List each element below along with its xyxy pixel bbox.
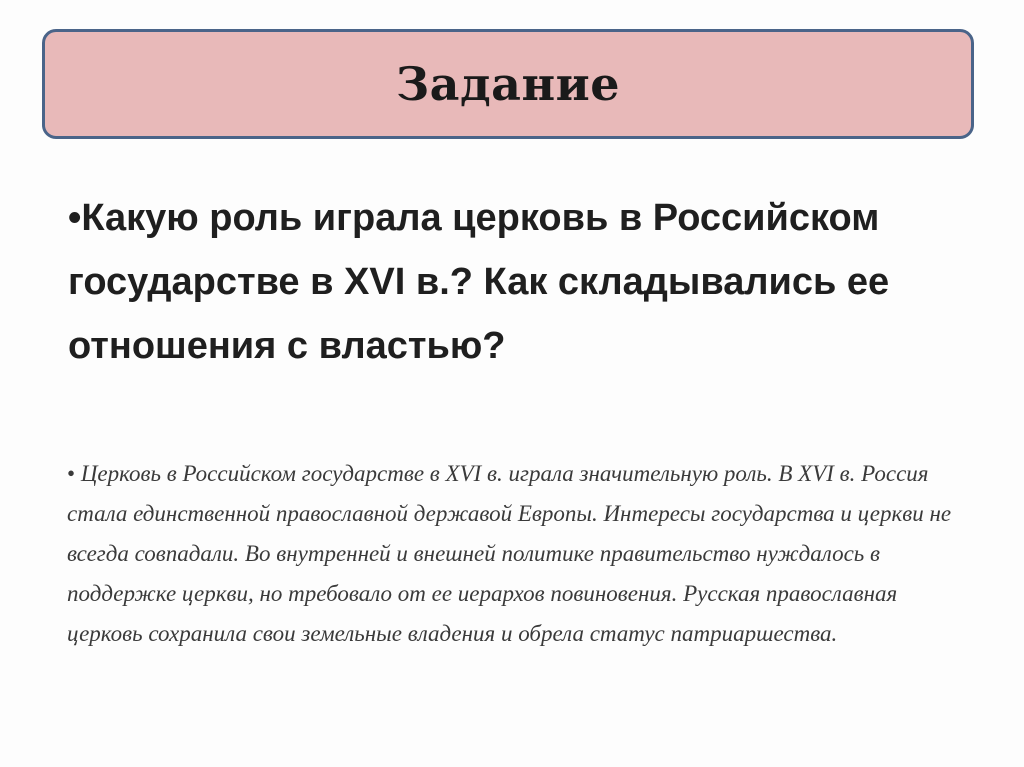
answer-bullet: •	[67, 461, 76, 486]
question-text: Какую роль играла церковь в Российском государстве в XVI в.? Как складывались ее отношения с властью?	[68, 197, 890, 367]
question-bullet: •	[68, 197, 82, 239]
title-banner	[42, 29, 974, 139]
slide-title: Задание	[396, 57, 620, 111]
answer-paragraph	[67, 454, 972, 654]
question-paragraph	[68, 186, 968, 378]
answer-text: Церковь в Российском государстве в XVI в. играла значительную роль. В XVI в. Россия стала единственной православной державой Европы. Интересы государства и церкви не всегда совпадали. Во внутренней и внешней политике правительство нуждалось в поддержке церкви, но требовало от ее иерархов повиновения. Русская православная церковь сохранила свои земельные владения и обрела статус патриаршества.	[67, 461, 952, 646]
